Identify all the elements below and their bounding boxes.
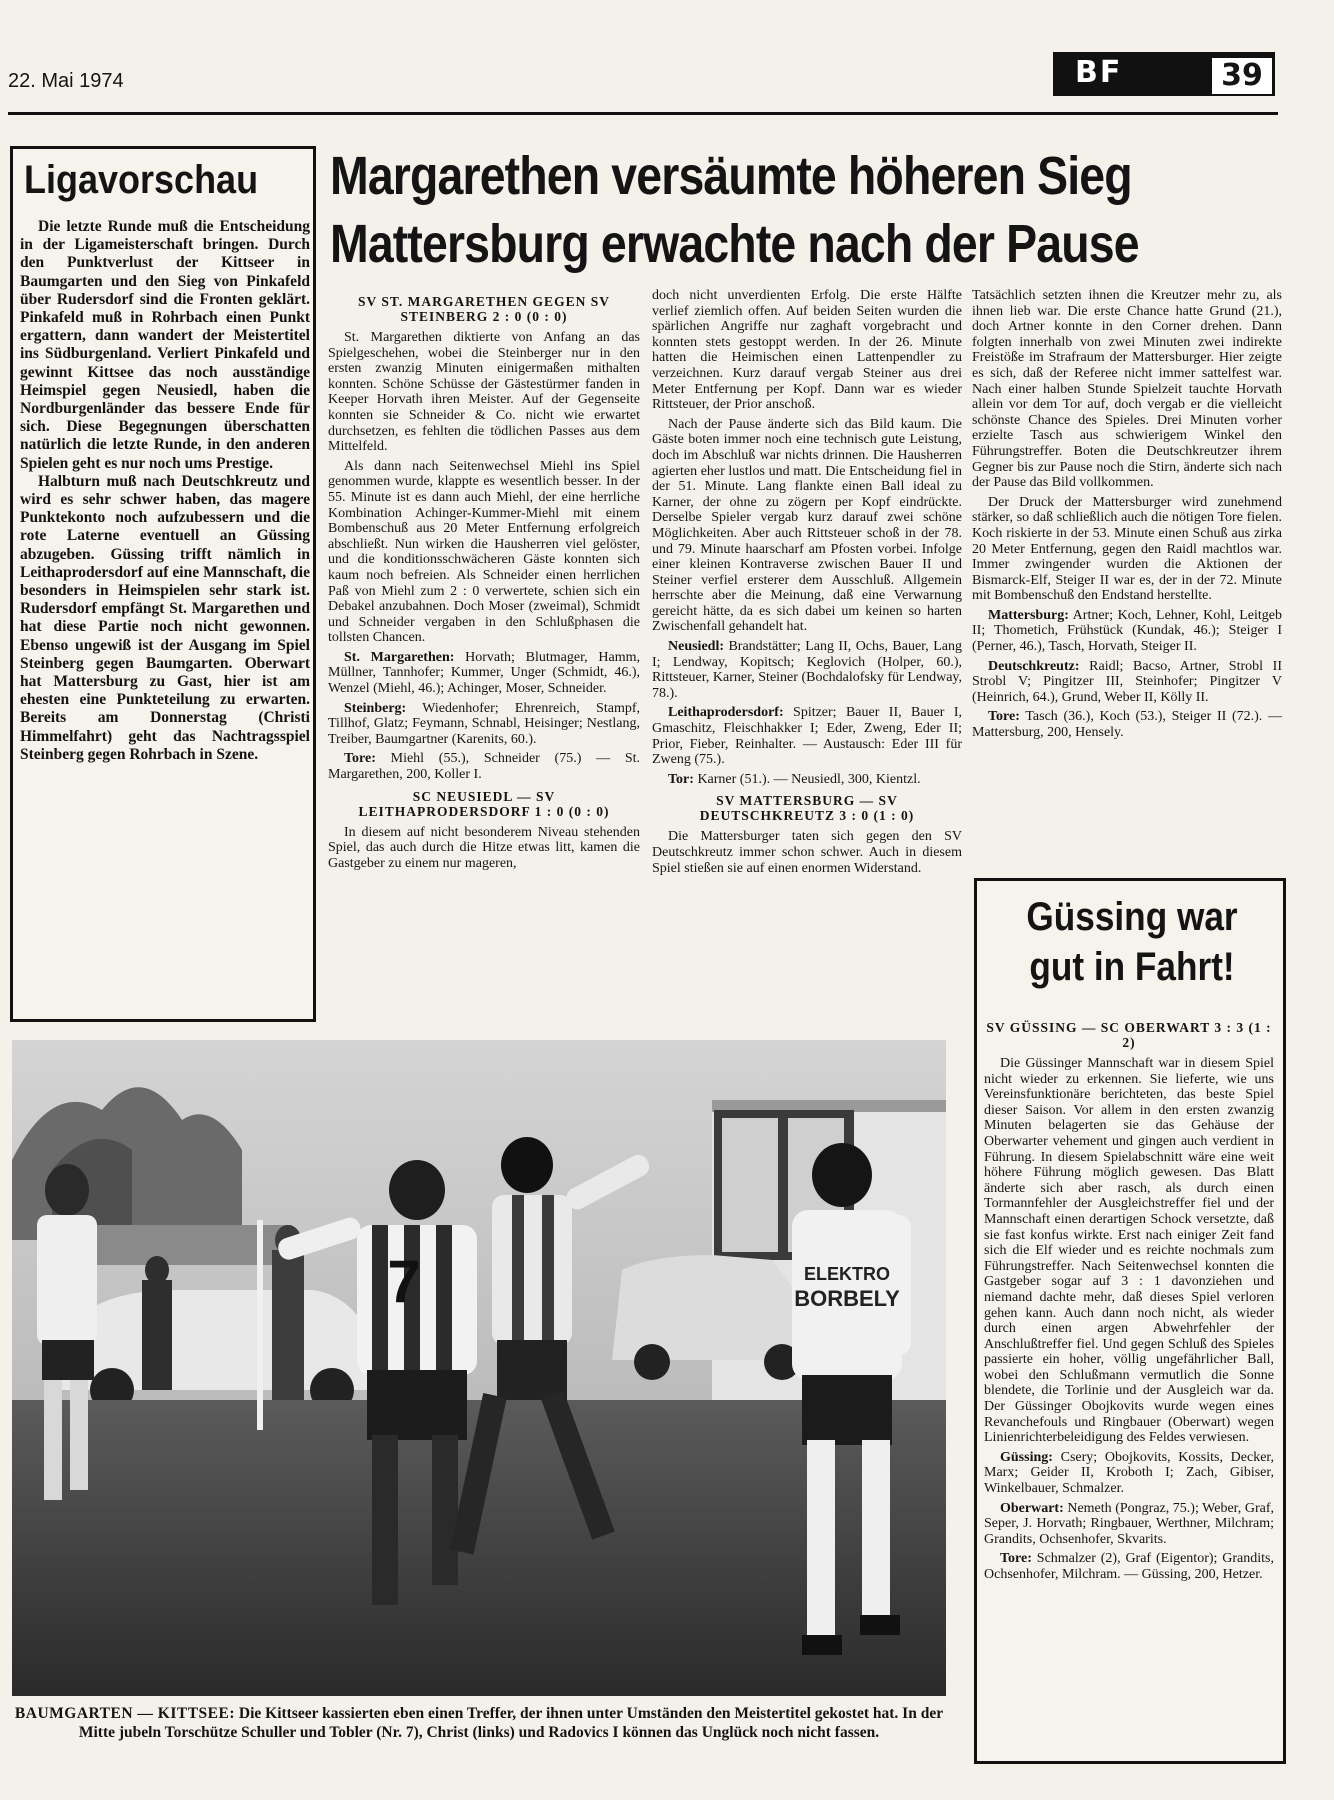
lineup-neusiedl: Neusiedl: Brandstätter; Lang II, Ochs, Bauer, Lang I; Lendway, Kopitsch; Keglovich (Holper, 60.), Rittsteuer, Karner, Steiner (Bochdalofsky für Lendway, 78.). [652, 639, 962, 701]
lineup-mattersburg: Mattersburg: Artner; Koch, Lehner, Kohl, Leitgeb II; Thometich, Frühstück (Kundak, 46.); Steiger I (Perner, 46.), Tasch, Horvath, Steiger II. [972, 607, 1283, 655]
caption-lead: BAUMGARTEN — KITTSEE: [14, 1705, 236, 1722]
lineup-leithaprodersdorf: Leithaprodersdorf: Spitzer; Bauer II, Bauer I, Gmaschitz, Fleischhakker I; Eder, Zweng, Eder II; Prior, Fieber, Reinhalter. — Austausch: Eder III für Zweng (75.). [652, 705, 963, 768]
jersey-number: 7 [387, 1248, 421, 1315]
shirt-text-1: ELEKTRO [803, 1264, 891, 1284]
match-heading-neusiedl: SC NEUSIEDL — SV LEITHAPRODERSDORF 1 : 0 (0 : 0) [358, 788, 610, 819]
article-paragraph: Nach der Pause änderte sich das Bild kaum. Die Gäste boten immer noch eine technisch gute Leistung, doch im Abschluß war nichts drinnen. Die Hausherren agierten eher lustlos und matt. Die Entscheidung fiel in der 51. Minute. Lang flankte einen Ball ideal zu Karner, der ohne zu zögern per Kopf eindrückte. Derselbe Spieler vergab kurz darauf zwei schöne Möglichkeiten. Aber auch Rittsteuer schoß in der 78. und 79. Minute haarscharf am Pfosten vorbei. Infolge einer kleinen Kontraverse zwischen Bauer II und Steiner verfiel ersterer dem Ausschluß. Allgemein herrschte aber die Meinung, daß eine Verwarnung gereicht hätte, da es sich dabei um keinen so harten Zwischenfall gehandelt hat. [652, 416, 962, 635]
shirt-text-2: BORBELY [794, 1286, 900, 1311]
photo-caption [12, 1704, 946, 1742]
article-paragraph: St. Margarethen diktierte von Anfang an das Spielgeschehen, wobei die Steinberger nur in den ersten zwanzig Minuten einigermaßen mithalten konnten. Schöne Schüsse der Gästestürmer fanden in Keeper Horvath ihren Meister. Auf der Gegenseite konnten sie Schneider & Co. nicht wie erwartet durchsetzen, es fehlten die tödlichen Passes aus dem Mittelfeld. [328, 330, 640, 455]
guessing-title: Güssing war gut in Fahrt! [1026, 895, 1238, 989]
headline-line-2: Mattersburg erwachte nach der Pause [330, 214, 1139, 274]
article-paragraph: Tatsächlich setzten ihnen die Kreutzer mehr zu, als ihnen lieb war. Die erste Chance hatte Grund (21.), doch Artner konnte in den Corner drehen. Dann folgten innerhalb von zwei Minuten zwei indirekte Freistöße im Strafraum der Mattersburger. Hier zeigte es sich, daß der Referee nicht immer sattelfest war. Nach einer halben Stunde Spielzeit tauchte Horvath allein vor dem Tor auf, doch vergab er die vielleicht schönste Chance des Spieles. Drei Minuten vorher erzielte Tasch aus schwierigem Winkel den Führungstreffer. Boten die Deutschkreutzer ihrem Gegner bis zur Pause noch die Stirn, änderte sich nach der Pause das Bild vollkommen. [972, 288, 1282, 491]
ligavorschau-paragraph: Die letzte Runde muß die Entscheidung in der Ligameisterschaft bringen. Durch den Punktverlust der Kittseer in Baumgarten und den Sieg von Pinkafeld über Rudersdorf sind die Fronten geklärt. Pinkafeld muß in Rohrbach einen Punkt ergattern, dann wandert der Meistertitel ins Südburgenland. Verliert Pinkafeld und gewinnt Kittsee das noch ausständige Heimspiel gegen Neusiedl, haben die Nordburgenländer das bessere Ende für sich. Diese Begegnungen überschatten natürlich die letzte Runde, in den anderen Spielen geht es nur noch ums Prestige. [20, 218, 310, 472]
ligavorschau-title: Ligavorschau [24, 158, 259, 202]
headline-line-1: Margarethen versäumte höheren Sieg [330, 146, 1132, 206]
article-column-3 [972, 288, 1282, 745]
article-paragraph: Die Mattersburger taten sich gegen den SV Deutschkreutz immer schon schwer. Auch in diesem Spiel stießen sie auf einen enormen Widerstand. [652, 829, 962, 876]
article-paragraph: doch nicht unverdienten Erfolg. Die erste Hälfte verlief ziemlich offen. Auf beiden Seiten wurden die spärlichen Angriffe nur zaghaft vorgebracht und konnten stets gestoppt werden. In der 26. Minute hatten die Heimischen einen Lattenpendler zu verzeichnen. Kurz darauf vergab Steiner aus drei Meter Entfernung per Kopf. Dann war es wieder Rittsteuer, der Prior anschoß. [652, 288, 962, 413]
page-number: 39 [1210, 56, 1274, 96]
ligavorschau-paragraph: Halbturn muß nach Deutschkreutz und wird es sehr schwer haben, das magere Punktekonto noch aufzubessern und die rote Laterne eventuell an Güssing abzugeben. Güssing trifft nämlich in Leithaprodersdorf auf eine Mannschaft, die besonders in Heimspielen sehr stark ist. Rudersdorf empfängt St. Margarethen und hat diese Partie noch nicht gewonnen. Ebenso ungewiß ist der Ausgang im Spiel Steinberg gegen Baumgarten. Oberwart hat Mattersburg zu Gast, hier ist am ehesten eine Punkteteilung zu erwarten. Bereits am Donnerstag (Christi Himmelfahrt) geht das Nachtragsspiel Steinberg gegen Rohrbach in Szene. [20, 472, 310, 763]
goals-margarethen: Tore: Miehl (55.), Schneider (75.) — St. Margarethen, 200, Koller I. [328, 751, 641, 783]
match-heading-guessing: SV GÜSSING — SC OBERWART 3 : 3 (1 : 2) [986, 1020, 1272, 1050]
issue-date: 22. Mai 1974 [8, 70, 124, 92]
header-rule [8, 112, 1278, 115]
goals-mattersburg: Tore: Tasch (36.), Koch (53.), Steiger II (72.). — Mattersburg, 200, Hensely. [972, 709, 1282, 741]
article-column-1 [328, 288, 640, 875]
guessing-text [984, 1014, 1274, 1587]
match-photo [12, 1040, 946, 1696]
lineup-guessing: Güssing: Csery; Obojkovits, Kossits, Decker, Marx; Geider II, Kroboth I; Zach, Gibiser, Winkelbauer, Schmalzer. [984, 1449, 1275, 1497]
match-heading-mattersburg: SV MATTERSBURG — SV DEUTSCHKREUTZ 3 : 0 (1 : 0) [699, 793, 915, 824]
article-paragraph: In diesem auf nicht besonderem Niveau stehenden Spiel, das auch durch die Hitze etwas litt, kamen die Gastgeber zu einem nur mageren, [328, 824, 640, 871]
article-paragraph: Als dann nach Seitenwechsel Miehl ins Spiel genommen wurde, klappte es wesentlich besser. In der 55. Minute ist es dann auch Miehl, der eine herrliche Kombination Achinger-Kummer-Miehl mit einem Bombenschuß aus 20 Meter Entfernung erfolgreich abschließt. Nun wirken die Hausherren viel gelöster, und die konditionsschwächeren Gäste konnten sich kaum noch befreien. Als Schneider einen herrlichen Paß von Miehl zum 2 : 0 verwertete, schien sich ein Debakel anzubahnen. Doch Moser (zweimal), Schmidt und Schneider vergaben in den Schlußphasen die tollsten Chancen. [328, 458, 640, 646]
lineup-margarethen: St. Margarethen: Horvath; Blutmager, Hamm, Müllner, Tannhofer; Kummer, Unger (Schmidt, 46.), Wenzel (Miehl, 46.); Achinger, Moser, Schneider. [328, 649, 641, 697]
article-paragraph: Der Druck der Mattersburger wird zunehmend stärker, so daß schließlich auch die nötigen Tore fielen. Koch riskierte in der 53. Minute einen Schuß aus zirka 20 Meter Entfernung, gegen den Raidl machtlos war. Immer zwingender wurden die Aktionen der Bismarck-Elf, Steiger II war es, der in der 72. Minute mit Bombenschuß den Endstand herstellte. [972, 494, 1282, 604]
article-paragraph: Die Güssinger Mannschaft war in diesem Spiel nicht wieder zu erkennen. Sie lieferte, wie uns Vereinsfunktionäre berichteten, das beste Spiel dieser Saison. Vor allem in den ersten zwanzig Minuten belagerten sie das Gehäuse der Oberwarter vehement und gingen auch verdient in Führung. In diesem Spielabschnitt wäre eine weit höhere Führung möglich gewesen. Das Blatt änderte sich aber rasch, als durch einen Tormannfehler der Ausgleichstreffer fiel und der Mannschaft einen derartigen Schock versetzte, daß sie fast konfus wirkte. Erst nach einiger Zeit fand sich die Elf wieder und es reichte nochmals zum Führungstreffer. Nach Seitenwechsel konnten die Gastgeber sogar auf 3 : 1 davonziehen und niemand dachte mehr, daß dieses Spiel verloren gehen kann. Auch dann noch nicht, als wieder durch einen argen Abwehrfehler der Anschlußtreffer fiel. Und gegen Schluß des Spieles passierte ein hoher, völlig ungefährlicher Ball, wobei den Schlußmann vermutlich die Sonne blendete, die Torlinie und der Ausgleich war da. Der Güssinger Obojkovits wurde wegen eines Revanchefouls und Ringbauer (Oberwart) wegen Linienrichterbeleidigung des Feldes verwiesen. [984, 1056, 1274, 1446]
article-column-2 [652, 288, 962, 880]
caption-text: Die Kittseer kassierten eben einen Treffer, der ihnen unter Umständen den Meistertitel gekostet hat. In der Mitte jubeln Torschütze Schuller und Tobler (Nr. 7), Christ (links) und Radovics I können das Unglück noch nicht fassen. [78, 1705, 944, 1741]
lineup-oberwart: Oberwart: Nemeth (Pongraz, 75.); Weber, Graf, Seper, J. Horvath; Ringbauer, Werthner, Milchram; Grandits, Ochsenhofer, Skvarits. [984, 1500, 1274, 1547]
goals-neusiedl: Tor: Karner (51.). — Neusiedl, 300, Kientzl. [668, 771, 921, 787]
match-photo-illustration [12, 1040, 946, 1696]
goals-guessing: Tore: Schmalzer (2), Graf (Eigentor); Grandits, Ochsenhofer, Milchram. — Güssing, 200, Hetzer. [984, 1551, 1274, 1582]
ligavorschau-text [20, 218, 310, 764]
match-heading-margarethen: SV ST. MARGARETHEN GEGEN SV STEINBERG 2 : 0 (0 : 0) [358, 294, 610, 324]
lineup-steinberg: Steinberg: Wiedenhofer; Ehrenreich, Stampf, Tillhof, Glatz; Feymann, Schnabl, Heisinger; Nestlang, Treiber, Baumgartner (Karenits, 60.). [328, 700, 641, 747]
lineup-deutschkreutz: Deutschkreutz: Raidl; Bacso, Artner, Strobl II Strobl V; Pingitzer III, Steinhofer; Pingitzer V (Heinrich, 64.), Grund, Weber II, Kölly II. [972, 658, 1282, 705]
section-label: BF [1075, 55, 1123, 90]
